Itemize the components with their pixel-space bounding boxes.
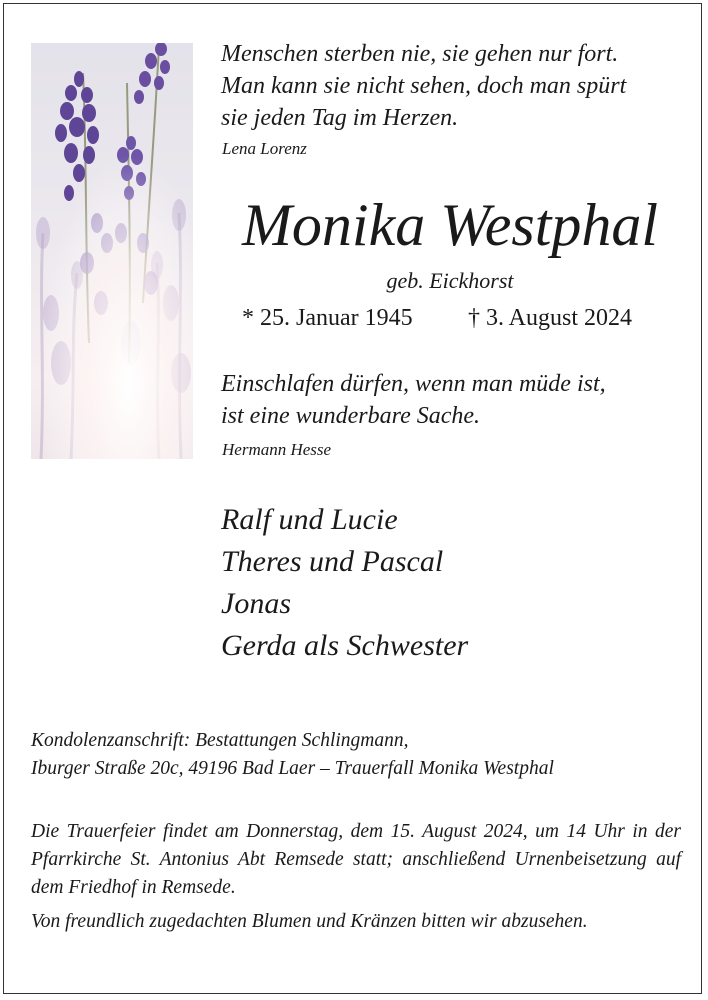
mourner-name: Theres und Pascal	[221, 545, 444, 578]
quote-line: Man kann sie nicht sehen, doch man spürt	[221, 73, 627, 99]
condolence-line: Iburger Straße 20c, 49196 Bad Laer – Trauerfall Monika Westphal	[31, 758, 554, 779]
condolence-line: Kondolenzanschrift: Bestattungen Schlingmann,	[31, 730, 409, 751]
opening-quote-author: Lena Lorenz	[222, 139, 307, 158]
deceased-name: Monika Westphal	[241, 192, 659, 258]
life-dates	[242, 305, 662, 332]
second-quote-author: Hermann Hesse	[222, 440, 332, 459]
mourner-name: Jonas	[221, 587, 291, 620]
mourners-list	[221, 499, 681, 667]
quote-line: ist eine wunderbare Sache.	[221, 403, 481, 429]
mourner-name: Gerda als Schwester	[221, 629, 469, 662]
lavender-illustration-icon	[31, 43, 193, 459]
service-paragraph: Die Trauerfeier findet am Donnerstag, dem 15. August 2024, um 14 Uhr in der Pfarrkirche St. Antonius Abt Remsede statt; anschließend Urnenbeisetzung auf dem Friedhof in Remsede.	[31, 821, 681, 898]
condolence-address	[31, 727, 681, 783]
second-quote	[221, 368, 681, 432]
lavender-photo	[31, 43, 193, 459]
mourner-name: Ralf und Lucie	[221, 503, 398, 536]
flowers-paragraph: Von freundlich zugedachten Blumen und Kränzen bitten wir abzusehen.	[31, 911, 588, 932]
death-date: † 3. August 2024	[468, 305, 633, 331]
birth-name: geb. Eickhorst	[386, 268, 514, 293]
quote-line: sie jeden Tag im Herzen.	[221, 105, 459, 131]
quote-line: Einschlafen dürfen, wenn man müde ist,	[221, 371, 606, 397]
opening-quote	[221, 38, 681, 134]
birth-date: * 25. Januar 1945	[242, 305, 413, 331]
funeral-service-info	[31, 818, 681, 942]
quote-line: Menschen sterben nie, sie gehen nur fort.	[221, 41, 619, 67]
